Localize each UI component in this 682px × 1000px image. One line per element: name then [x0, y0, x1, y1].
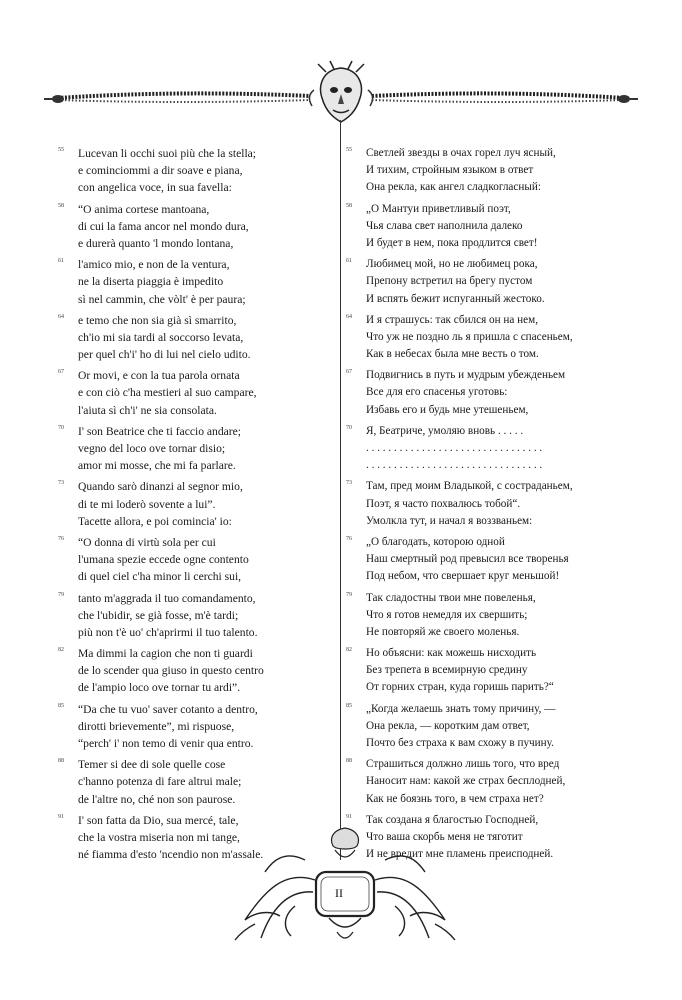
verse-line: Чья слава свет наполнила далеко — [366, 219, 523, 232]
verse-line: 70 I' son Beatrice che ti faccio andare; — [78, 423, 328, 440]
verse-line: né fiamma d'esto 'ncendio non m'assale. — [78, 848, 264, 862]
rope-garland-left — [44, 93, 310, 103]
line-number: 91 — [346, 813, 352, 820]
verse-line: l'umana spezie eccede ogne contento — [78, 553, 249, 567]
line-number: 70 — [346, 424, 352, 431]
tercet — [58, 145, 328, 197]
line-number: 82 — [58, 647, 64, 654]
line-number: 67 — [58, 369, 64, 376]
mask-ornament — [309, 61, 372, 122]
tercet — [58, 590, 328, 642]
tercet — [58, 256, 328, 308]
verse-line: 67 Подвигнись в путь и мудрым убежденьем — [366, 367, 646, 384]
verse-line: 64 e temo che non sia già sì smarrito, — [78, 312, 328, 329]
verse-line: И будет в нем, пока продлится свет! — [366, 236, 538, 249]
verse-line: 61 l'amico mio, e non de la ventura, — [78, 256, 328, 273]
line-number: 64 — [346, 313, 352, 320]
verse-line: “perch' i' non temo di venir qua entro. — [78, 737, 254, 750]
line-number: 82 — [346, 647, 352, 654]
verse-line: . . . . . . . . . . . . . . . . . . . . . . . . . . . . . . . . — [366, 459, 543, 472]
verse-line: 64 И я страшусь: так сбился он на нем, — [366, 312, 646, 329]
verse-line: 70 Я, Беатриче, умоляю вновь . . . . . — [366, 423, 646, 440]
verse-line: di cui la fama ancor nel mondo dura, — [78, 219, 249, 233]
verse-line: 85 „Когда желаешь знать тому причину, — — [366, 701, 646, 718]
line-number: 58 — [58, 202, 64, 209]
tercet — [58, 423, 328, 475]
verse-line: Как в небесах была мне весть о том. — [366, 348, 539, 361]
acanthus-scroll-right — [375, 856, 455, 940]
tercet — [346, 478, 646, 530]
tercet — [346, 256, 646, 308]
italian-column — [58, 145, 328, 867]
line-number: 73 — [58, 480, 64, 487]
tercet — [346, 145, 646, 197]
verse-line: Не повторяй же своего моленья. — [366, 625, 520, 638]
line-number: 88 — [58, 758, 64, 765]
verse-line: vegno del loco ove tornar disio; — [78, 442, 226, 455]
top-ornament — [0, 60, 682, 130]
verse-line: e durerà quanto 'l mondo lontana, — [78, 236, 234, 250]
line-number: 58 — [346, 202, 352, 209]
verse-line: di te mi loderò sovente a lui”. — [78, 497, 216, 511]
verse-line: . . . . . . . . . . . . . . . . . . . . . . . . . . . . . . . . — [366, 442, 543, 454]
acanthus-scroll-left — [235, 856, 315, 940]
verse-line: 67 Or movi, e con la tua parola ornata — [78, 367, 328, 384]
verse-line: Tacette allora, e poi comincia' io: — [78, 514, 232, 528]
verse-line: 79 tanto m'aggrada il tuo comandamento, — [78, 590, 328, 607]
tercet — [346, 645, 646, 697]
line-number: 55 — [58, 147, 64, 153]
line-number: 61 — [346, 258, 352, 265]
verse-line: Наносит нам: какой же страх бесплодней, — [366, 775, 566, 788]
tercet — [346, 590, 646, 642]
line-number: 76 — [346, 535, 352, 542]
verse-line: 79 Так сладостны твои мне повеленья, — [366, 590, 646, 607]
verse-line: Наш смертный род превысил все творенья — [366, 553, 569, 566]
verse-line: Умолкла тут, и начал я воззваньем: — [366, 514, 533, 527]
verse-line: e con ciò c'ha mestieri al suo campare, — [78, 386, 257, 400]
verse-line: Что я готов немедля их свершить; — [366, 608, 528, 621]
verse-line: Избавь его и будь мне утешеньем, — [366, 403, 529, 416]
line-number: 79 — [58, 591, 64, 598]
column-divider — [340, 120, 341, 860]
verse-line: Она рекла, как ангел сладкогласный: — [366, 181, 541, 194]
verse-line: ne la diserta piaggia è impedito — [78, 275, 224, 289]
verse-line: 58 „О Мантуи приветливый поэт, — [366, 201, 646, 218]
verse-line: Как не боязнь того, в чем страха нет? — [366, 792, 544, 805]
verse-line: И вспять бежит испуганный жестоко. — [366, 292, 545, 305]
verse-line: 76 „О благодать, которою одной — [366, 534, 646, 551]
verse-line: 82 Ma dimmi la cagion che non ti guardi — [78, 645, 328, 662]
verse-line: che l'ubidir, se già fosse, m'è tardi; — [78, 608, 239, 622]
verse-line: Под небом, что свершает круг меньшой! — [366, 570, 560, 583]
verse-line: И тихим, стройным языком в ответ — [366, 164, 534, 177]
verse-line: Почто без страха к вам схожу в пучину. — [366, 737, 554, 749]
tercet — [346, 367, 646, 419]
tercet — [346, 201, 646, 253]
verse-line: de l'ampio loco ove tornar tu ardi”. — [78, 681, 241, 695]
verse-line: di quel ciel c'ha minor li cerchi sui, — [78, 570, 242, 584]
verse-line: 88 Страшиться должно лишь того, что вред — [366, 756, 646, 773]
verse-line: c'hanno potenza di fare altrui male; — [78, 775, 242, 789]
line-number: 61 — [58, 258, 64, 265]
tercet — [58, 701, 328, 753]
verse-line: 91 I' son fatta da Dio, sua mercé, tale, — [78, 812, 328, 829]
verse-line: 58 “O anima cortese mantoana, — [78, 201, 328, 218]
verse-line: 88 Temer si dee di sole quelle cose — [78, 756, 328, 773]
tercet — [346, 423, 646, 475]
verse-line: 85 “Da che tu vuo' saver cotanto a dentro, — [78, 701, 328, 718]
verse-line: Что уж не поздно ль я пришла с спасеньем, — [366, 330, 573, 343]
verse-line: Без трепета в всемирную средину — [366, 664, 528, 677]
line-number: 73 — [346, 480, 352, 487]
tercet — [346, 534, 646, 586]
verse-line: Поэт, я часто похвалюсь тобой“. — [366, 497, 521, 510]
tercet — [58, 534, 328, 586]
verse-line: e cominciommi a dir soave e piana, — [78, 164, 243, 178]
verse-line: con angelica voce, in sua favella: — [78, 181, 232, 195]
verse-line: 91 Так создана я благостью Господней, — [366, 812, 646, 829]
verse-line: И не вредит мне пламень преисподней. — [366, 848, 554, 861]
line-number: 79 — [346, 591, 352, 598]
verse-line: che la vostra miseria non mi tange, — [78, 830, 240, 844]
verse-line: amor mi mosse, che mi fa parlare. — [78, 459, 236, 473]
line-number: 85 — [58, 702, 64, 709]
verse-line: l'aiuta sì ch'i' ne sia consolata. — [78, 403, 217, 417]
verse-line: Что ваша скорбь меня не тяготит — [366, 830, 523, 843]
line-number: 91 — [58, 813, 64, 820]
verse-line: 76 “O donna di virtù sola per cui — [78, 534, 328, 551]
verse-line: Все для его спасенья уготовь: — [366, 386, 508, 399]
line-number: 67 — [346, 369, 352, 376]
tercet — [58, 645, 328, 697]
verse-line: dirotti brievemente”, mi rispuose, — [78, 719, 235, 733]
page-number: II — [335, 886, 343, 900]
verse-line: Она рекла, — коротким дам ответ, — [366, 719, 530, 732]
verse-line: per quel ch'i' ho di lui nel cielo udito. — [78, 348, 251, 362]
line-number: 85 — [346, 702, 352, 709]
line-number: 70 — [58, 424, 64, 431]
verse-line: От горних стран, куда горишь парить?“ — [366, 681, 554, 694]
tercet — [58, 478, 328, 530]
verse-line: de l'altre no, ché non son paurose. — [78, 792, 236, 806]
verse-line: 73 Quando sarò dinanzi al segnor mio, — [78, 478, 328, 495]
verse-line: 82 Но объясни: как можешь нисходить — [366, 645, 646, 662]
line-number: 55 — [346, 147, 352, 153]
verse-line: de lo scender qua giuso in questo centro — [78, 664, 264, 678]
line-number: 88 — [346, 758, 352, 765]
tercet — [58, 367, 328, 419]
tercet — [58, 201, 328, 253]
verse-line: Препону встретил на брегу пустом — [366, 275, 533, 288]
tercet — [346, 756, 646, 808]
tercet — [58, 312, 328, 364]
line-number: 64 — [58, 313, 64, 320]
verse-line: 73 Там, пред моим Владыкой, с состраданьем, — [366, 478, 646, 495]
verse-line: sì nel cammin, che vòlt' è per paura; — [78, 292, 246, 306]
rope-garland-right — [372, 93, 638, 103]
tercet — [346, 312, 646, 364]
verse-line: ch'io mi sia tardi al soccorso levata, — [78, 330, 244, 344]
verse-line: 55 Lucevan li occhi suoi più che la stella; — [78, 145, 328, 162]
line-number: 76 — [58, 535, 64, 542]
russian-column — [346, 145, 646, 867]
verse-line: 61 Любимец мой, но не любимец рока, — [366, 256, 646, 273]
verse-line: 55 Светлей звезды в очах горел луч ясный, — [366, 145, 646, 162]
tercet — [346, 701, 646, 753]
verse-line: più non t'è uo' ch'aprirmi il tuo talento. — [78, 625, 258, 639]
tercet — [58, 756, 328, 808]
